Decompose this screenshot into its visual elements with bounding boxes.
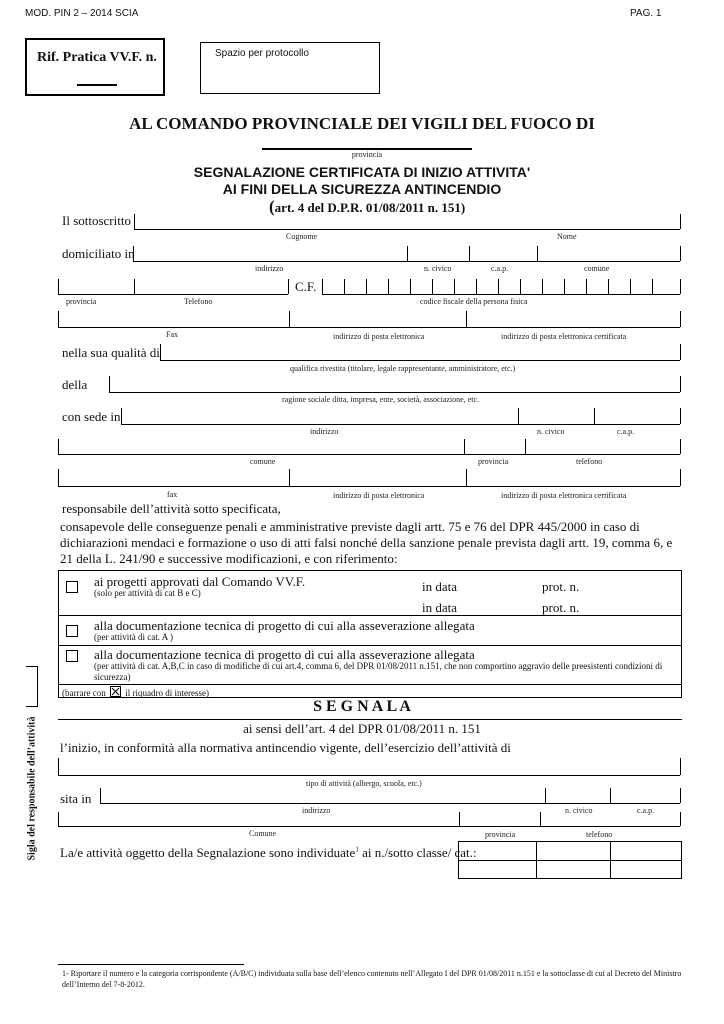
- ragione-sociale-field[interactable]: [109, 392, 680, 393]
- protocollo-label: Spazio per protocollo: [215, 48, 309, 59]
- indirizzo-caption-2: indirizzo: [310, 427, 339, 436]
- n-civico-caption: n. civico: [424, 264, 452, 273]
- segnala-inizio: l’inizio, in conformità alla normativa antincendio vigente, dell’esercizio dell’attività di: [60, 740, 511, 755]
- comune-caption: comune: [584, 264, 610, 273]
- option-1-title: ai progetti approvati dal Comando VV.F.: [94, 574, 306, 589]
- comando-title: AL COMANDO PROVINCIALE DEI VIGILI DEL FUOCO DI: [129, 114, 595, 133]
- qualita-field[interactable]: [160, 360, 680, 361]
- rif-pratica-line: [77, 84, 117, 86]
- rif-pratica-box[interactable]: [25, 38, 165, 96]
- tipo-attivita-field[interactable]: [58, 775, 680, 776]
- provincia-telefono-field[interactable]: [58, 294, 288, 295]
- fax-email-field[interactable]: [58, 327, 680, 328]
- provincia-caption-3: provincia: [478, 457, 509, 466]
- sita-cap-caption: c.a.p.: [637, 806, 655, 815]
- sita-comune-caption: Comune: [249, 829, 277, 838]
- provincia-caption: provincia: [351, 150, 383, 159]
- sita-indirizzo-caption: indirizzo: [302, 806, 331, 815]
- article-reference: [269, 197, 465, 217]
- sita-label: sita in: [60, 791, 92, 806]
- telefono-caption: Telefono: [184, 297, 213, 306]
- fax-email-field-2[interactable]: [58, 486, 680, 487]
- footnote-separator: [58, 964, 244, 965]
- pec-caption: indirizzo di posta elettronica certificata: [501, 332, 627, 341]
- page-number: PAG. 1: [630, 8, 662, 19]
- cognome-caption: Cognome: [286, 232, 318, 241]
- provincia-caption-2: provincia: [66, 297, 97, 306]
- segnala-ai-sensi: ai sensi dell’art. 4 del DPR 01/08/2011 n. 151: [243, 721, 481, 736]
- sede-label: con sede in: [62, 409, 121, 424]
- sigla-responsabile-label: Sigla del responsabile dell’attività: [26, 716, 38, 861]
- comune-provincia-field[interactable]: [58, 454, 680, 455]
- option-2-subtitle: (per attività di cat. A ): [94, 632, 173, 642]
- form-code: MOD. PIN 2 – 2014 SCIA: [25, 8, 139, 19]
- attivita-text-end: ai n./sotto classe/ cat.:: [358, 845, 477, 860]
- main-title-2: AI FINI DELLA SICUREZZA ANTINCENDIO: [222, 181, 502, 197]
- option-1-prot-2: prot. n.: [542, 600, 580, 615]
- sita-n-civico-caption: n. civico: [565, 806, 593, 815]
- attivita-individuate-label: [60, 845, 477, 861]
- option-2-title: alla documentazione tecnica di progetto di cui alla asseverazione allegata: [94, 618, 475, 633]
- option-1-prot-1: prot. n.: [542, 579, 580, 594]
- option-3-title: alla documentazione tecnica di progetto di cui alla asseverazione allegata: [94, 647, 475, 662]
- cf-label: C.F.: [295, 279, 317, 294]
- option-1-in-data-2: in data: [422, 600, 458, 615]
- consapevole-text: consapevole delle conseguenze penali e amministrative previste dagli artt. 75 e 76 del DPR 445/2000 in caso di dichiarazioni mendaci e formazione o uso di atti falsi nonché della sanzione penale prevista dagli artt. 19, comma 6, e 21 della L. 241/90 e successive modificazioni, e con riferimento:: [60, 519, 673, 566]
- sita-field[interactable]: [100, 803, 680, 804]
- qualita-label: nella sua qualità di: [62, 345, 160, 360]
- crossed-box-icon: [110, 686, 121, 697]
- sita-telefono-caption: telefono: [586, 830, 613, 839]
- footnote-ref: 1: [355, 845, 359, 854]
- fax-caption-2: fax: [167, 490, 178, 499]
- barrare-note-b: il riquadro di interesse): [125, 688, 209, 698]
- ragione-caption: ragione sociale ditta, impresa, ente, società, associazione, etc.: [282, 395, 480, 404]
- della-label: della: [62, 377, 88, 392]
- pec-caption-2: indirizzo di posta elettronica certificata: [501, 491, 627, 500]
- option-1-subtitle: (solo per attività di cat B e C): [94, 588, 201, 598]
- responsabile-text: responsabile dell’attività sotto specificata,: [62, 501, 281, 516]
- fax-caption: Fax: [166, 330, 178, 339]
- domiciliato-label: domiciliato in: [62, 246, 135, 261]
- sottoscritto-label: Il sottoscritto: [62, 213, 131, 228]
- email-caption: indirizzo di posta elettronica: [333, 332, 425, 341]
- telefono-caption-2: telefono: [576, 457, 603, 466]
- tipo-attivita-caption: tipo di attività (albergo, scuola, etc.): [306, 779, 422, 788]
- option-1-checkbox[interactable]: [66, 581, 78, 593]
- segnala-title: S E G N A L A: [313, 698, 411, 715]
- option-2-checkbox[interactable]: [66, 625, 78, 637]
- sede-field[interactable]: [121, 424, 680, 425]
- option-3-checkbox[interactable]: [66, 650, 78, 662]
- comune-caption-2: comune: [250, 457, 276, 466]
- barrare-note: [62, 686, 209, 698]
- codice-fiscale-caption: codice fiscale della persona fisica: [420, 297, 528, 306]
- sita-provincia-caption: provincia: [485, 830, 516, 839]
- nome-caption: Nome: [557, 232, 577, 241]
- cap-caption-2: c.a.p.: [617, 427, 635, 436]
- footnote-text: 1- Riportare il numero e la categoria corrispondente (A/B/C) individuata sulla base dell’elenco contenuto nell’Allegato I del DPR 01/08/2011 n.151 e la sottoclasse di cui al Decreto del Ministro dell’Interno del 7-8-2012.: [62, 969, 682, 989]
- attivita-text: La/e attività oggetto della Segnalazione sono individuate: [60, 845, 356, 860]
- rif-pratica-label: Rif. Pratica VV.F. n.: [37, 50, 157, 65]
- email-caption-2: indirizzo di posta elettronica: [333, 491, 425, 500]
- article-paren: (: [269, 197, 275, 216]
- domiciliato-field[interactable]: [133, 261, 680, 262]
- barrare-note-a: (barrare con: [62, 688, 106, 698]
- sita-comune-field[interactable]: [58, 826, 680, 827]
- article-text: art. 4 del D.P.R. 01/08/2011 n. 151): [274, 200, 466, 215]
- qualifica-caption: qualifica rivestita (titolare, legale rappresentante, amministratore, etc.): [290, 364, 516, 373]
- codice-fiscale-field[interactable]: [322, 294, 680, 295]
- option-1-in-data-1: in data: [422, 579, 458, 594]
- n-civico-caption-2: n. civico: [537, 427, 565, 436]
- protocollo-box[interactable]: [200, 42, 380, 94]
- main-title-1: SEGNALAZIONE CERTIFICATA DI INIZIO ATTIVITA': [193, 164, 531, 180]
- option-3-subtitle: (per attività di cat. A,B,C in caso di modifiche di cui art.4, comma 6, del DPR 01/08/2011 n.151, che non comportino aggravio delle preesistenti condizioni di sicurezza): [94, 661, 663, 682]
- indirizzo-caption: indirizzo: [255, 264, 284, 273]
- cap-caption: c.a.p.: [491, 264, 509, 273]
- sottoscritto-field[interactable]: [134, 229, 680, 230]
